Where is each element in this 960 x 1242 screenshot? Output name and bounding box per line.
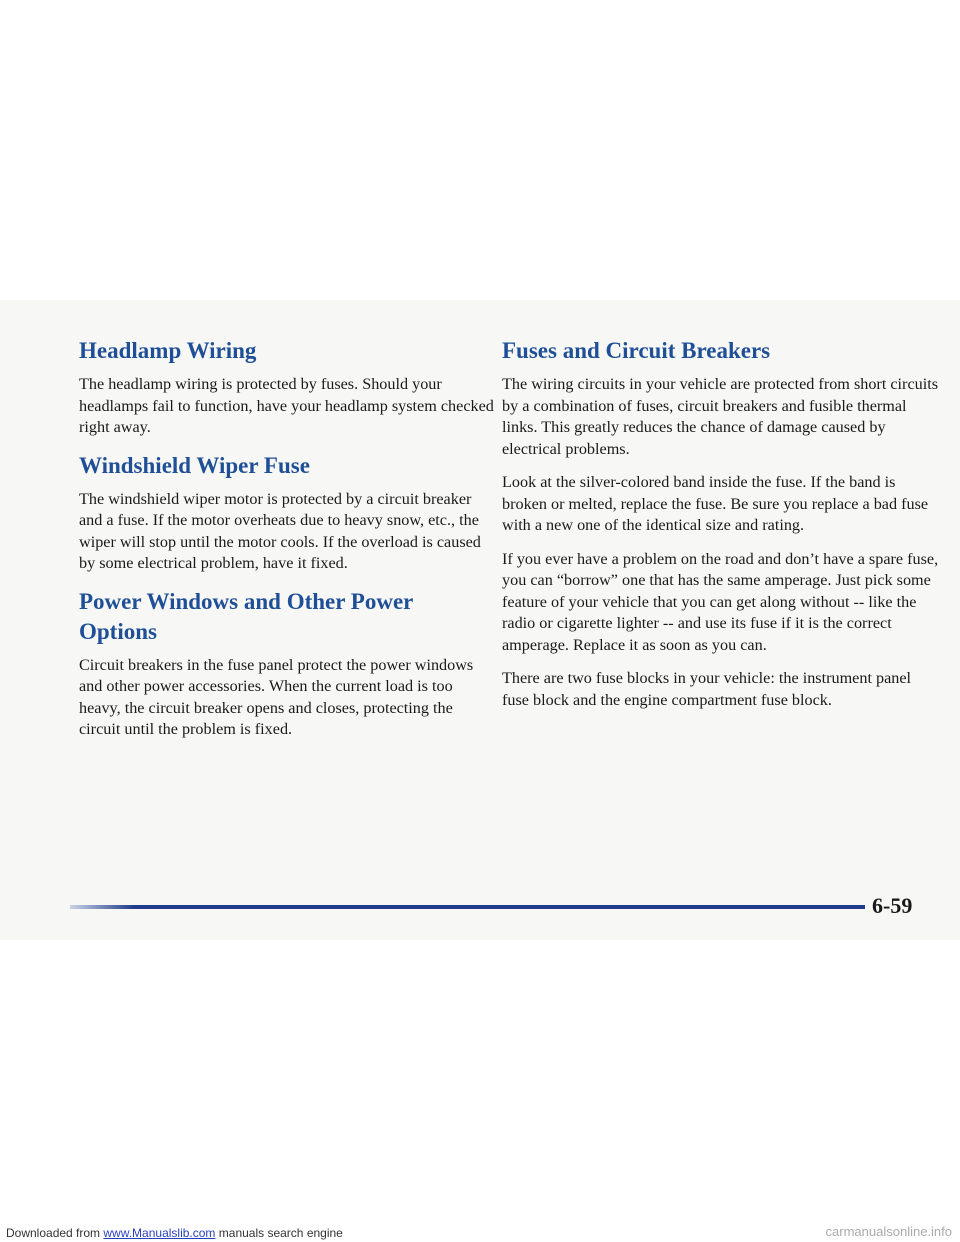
download-suffix: manuals search engine <box>215 1226 343 1240</box>
section-headlamp-wiring <box>79 336 494 439</box>
paragraph: There are two fuse blocks in your vehicle: the instrument panel fuse block and the engine compartment fuse block. <box>502 669 912 709</box>
page-number: 6-59 <box>872 893 913 918</box>
paragraph: The wiring circuits in your vehicle are protected from short circuits by a combination of fuses, circuit breakers and fusible thermal links. This greatly reduces the chance of damage caused by electrical problems. <box>502 375 939 458</box>
paragraph: The headlamp wiring is protected by fuses. Should your headlamps fail to function, have your headlamp system checked right away. <box>79 375 494 436</box>
section-power-windows <box>79 587 494 741</box>
footer-rule <box>70 905 865 909</box>
watermark: carmanualsonline.info <box>825 1224 952 1239</box>
left-column <box>79 336 494 753</box>
paragraph: Look at the silver-colored band inside the fuse. If the band is broken or melted, replace the fuse. Be sure you replace a bad fuse with a new one of the identical size and rating. <box>502 473 929 534</box>
paragraph: Circuit breakers in the fuse panel protect the power windows and other power accessories. When the current load is too heavy, the circuit breaker opens and closes, protecting the circuit until the problem is fixed. <box>79 655 474 738</box>
heading-headlamp-wiring: Headlamp Wiring <box>79 338 257 363</box>
download-prefix: Downloaded from <box>6 1226 104 1240</box>
paragraph: If you ever have a problem on the road and don’t have a spare fuse, you can “borrow” one that has the same amperage. Just pick some feature of your vehicle that you can get along without -- like the radio or cigarette lighter -- and use its fuse if it is the correct amperage. Replace it as soon as you can. <box>502 549 939 654</box>
heading-power-windows: Power Windows and Other Power Options <box>79 588 413 644</box>
paragraph: The windshield wiper motor is protected by a circuit breaker and a fuse. If the motor overheats due to heavy snow, etc., the wiper will stop until the motor cools. If the overload is caused by some electrical problem, have it fixed. <box>79 489 481 572</box>
download-footer <box>0 1224 960 1242</box>
section-windshield-wiper-fuse <box>79 451 494 575</box>
section-fuses-circuit-breakers <box>502 336 942 711</box>
right-column <box>502 336 942 723</box>
heading-fuses-circuit-breakers: Fuses and Circuit Breakers <box>502 338 771 363</box>
manualslib-link[interactable]: www.Manualslib.com <box>103 1226 216 1240</box>
download-note <box>6 1226 343 1240</box>
heading-windshield-wiper-fuse: Windshield Wiper Fuse <box>79 452 310 478</box>
